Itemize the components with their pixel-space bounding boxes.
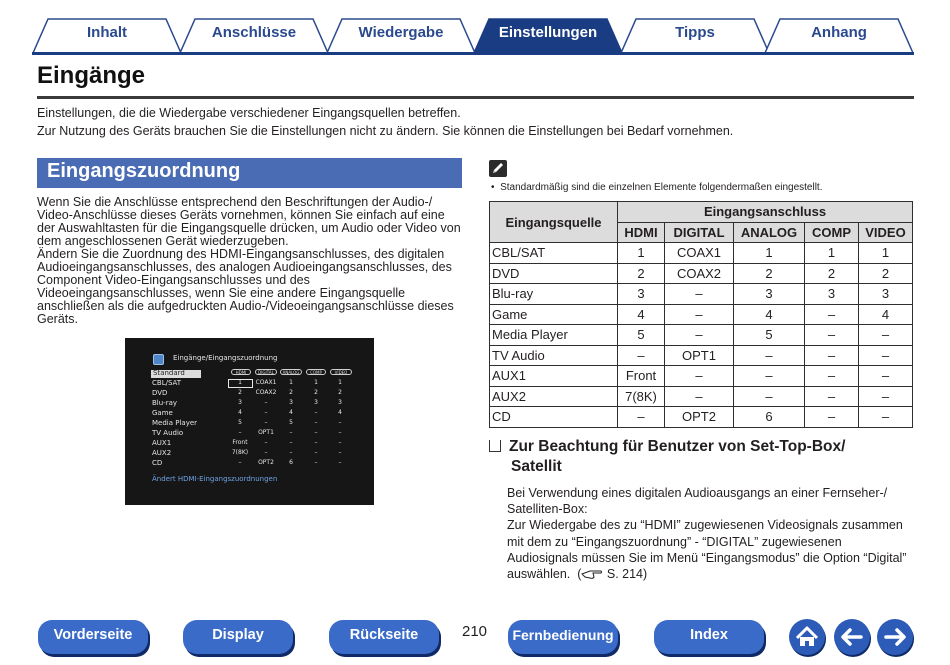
osd-row-label: DVD: [152, 389, 168, 397]
table-cell: 3: [734, 284, 805, 305]
table-cell: –: [665, 386, 734, 407]
table-cell: –: [618, 407, 665, 428]
table-cell-source: AUX1: [490, 366, 618, 387]
table-cell: –: [665, 366, 734, 387]
table-cell-source: DVD: [490, 263, 618, 284]
arrow-left-icon[interactable]: [834, 619, 870, 655]
table-cell: –: [734, 345, 805, 366]
nav-button-display[interactable]: Display: [183, 620, 293, 654]
tab-anschluesse[interactable]: [179, 18, 329, 53]
osd-col-header: ANALOG: [280, 369, 302, 375]
osd-selected-label: Standard: [153, 369, 185, 377]
tab-label: Anschlüsse: [211, 24, 297, 41]
osd-row: [152, 429, 362, 439]
table-cell: 1: [618, 243, 665, 264]
table-row: [490, 407, 913, 428]
table-cell: 2: [805, 263, 859, 284]
table-cell: 4: [734, 304, 805, 325]
checkbox-icon: [489, 440, 501, 452]
osd-col-header: HDMI: [231, 369, 251, 375]
table-cell: 6: [734, 407, 805, 428]
tab-einstellungen[interactable]: [473, 18, 623, 53]
osd-row-value: –: [338, 439, 342, 446]
input-icon: [153, 354, 164, 365]
osd-row-value: –: [314, 439, 318, 446]
osd-row-value: 2: [314, 389, 318, 396]
osd-row-value: 1: [338, 379, 342, 386]
tab-wiedergabe[interactable]: [326, 18, 476, 53]
table-cell: COAX1: [665, 243, 734, 264]
osd-row-value: –: [314, 459, 318, 466]
home-glyph: [789, 619, 825, 655]
table-row: [490, 284, 913, 305]
osd-row-value: –: [338, 429, 342, 436]
tab-tipps[interactable]: [620, 18, 770, 53]
osd-footer: Ändert HDMI-Eingangszuordnungen: [152, 475, 278, 483]
subsection-paragraph-2: [507, 517, 912, 584]
osd-row-value: 1: [238, 379, 242, 386]
page-number: 210: [462, 623, 488, 640]
table-cell: –: [859, 366, 913, 387]
nav-button-index[interactable]: Index: [654, 620, 764, 654]
tab-label: Wiedergabe: [358, 24, 444, 41]
osd-row-value: 6: [289, 459, 293, 466]
table-cell: 2: [734, 263, 805, 284]
osd-row-value: –: [314, 429, 318, 436]
osd-row-label: Blu-ray: [152, 399, 178, 407]
section-paragraph-1: Wenn Sie die Anschlüsse entsprechend den Beschriftungen der Audio-/ Video-Anschlüsse dieses Geräts vornehmen, können Sie einfach auf eine der Auswahltasten für die Eingangsquelle drücken, um Audio oder Video von dem angeschlossenen Gerät wiederzugeben.: [37, 195, 461, 248]
nav-button-rueckseite[interactable]: Rückseite: [329, 620, 439, 654]
table-cell: –: [805, 304, 859, 325]
osd-col-header: COMP: [306, 369, 326, 375]
table-cell: 4: [618, 304, 665, 325]
osd-col-header: VIDEO: [330, 369, 352, 375]
osd-row-label: CD: [152, 459, 163, 467]
table-cell: 3: [618, 284, 665, 305]
tab-inhalt[interactable]: [32, 18, 182, 53]
title-divider: [37, 96, 914, 99]
osd-row-value: 4: [338, 409, 342, 416]
note-content: Standardmäßig sind die einzelnen Elemente folgendermaßen eingestellt.: [500, 182, 823, 193]
subsection-title-text: Zur Beachtung für Benutzer von Set-Top-Box/: [509, 438, 846, 455]
table-cell: 3: [859, 284, 913, 305]
osd-row-value: –: [264, 409, 268, 416]
osd-row: [152, 409, 362, 419]
tab-underline: [32, 52, 914, 55]
osd-row-value: Front: [232, 439, 248, 446]
arrow-right-glyph: [877, 619, 913, 655]
osd-row-value: –: [289, 439, 293, 446]
pencil-icon: [489, 160, 507, 177]
table-cell: 1: [805, 243, 859, 264]
ref-open: (: [577, 567, 582, 582]
osd-col-header: DIGITAL: [255, 369, 277, 375]
table-cell: OPT2: [665, 407, 734, 428]
table-cell: –: [734, 366, 805, 387]
osd-row-value: 5: [238, 419, 242, 426]
page-reference[interactable]: S. 214): [606, 567, 648, 582]
table-cell-source: TV Audio: [490, 345, 618, 366]
arrow-right-icon[interactable]: [877, 619, 913, 655]
osd-row-value: –: [238, 459, 242, 466]
table-row: [490, 386, 913, 407]
table-cell-source: CD: [490, 407, 618, 428]
osd-row-value: –: [314, 419, 318, 426]
osd-row-value: 3: [238, 399, 242, 406]
table-cell: 1: [734, 243, 805, 264]
table-cell: –: [859, 386, 913, 407]
table-cell: –: [805, 325, 859, 346]
osd-row-value: 2: [338, 389, 342, 396]
osd-row-value: 3: [338, 399, 342, 406]
subsection-title-line-1: [489, 437, 845, 457]
home-icon[interactable]: [789, 619, 825, 655]
osd-row-value: 2: [238, 389, 242, 396]
osd-row-label: TV Audio: [152, 429, 184, 437]
osd-row-value: –: [338, 419, 342, 426]
intro-line-2: Zur Nutzung des Geräts brauchen Sie die Einstellungen nicht zu ändern. Sie können die Einstellungen bei Bedarf vornehmen.: [37, 124, 734, 138]
hand-pointer-icon[interactable]: [581, 568, 603, 584]
osd-row-label: Game: [152, 409, 173, 417]
table-cell: 2: [859, 263, 913, 284]
table-cell: –: [665, 284, 734, 305]
osd-row-value: –: [264, 399, 268, 406]
table-row: [490, 325, 913, 346]
osd-row-value: –: [338, 449, 342, 456]
osd-row-value: 3: [314, 399, 318, 406]
table-body: [490, 243, 913, 428]
table-cell: OPT1: [665, 345, 734, 366]
table-cell-source: AUX2: [490, 386, 618, 407]
subsection-title-line-2: Satellit: [511, 458, 562, 475]
table-cell: –: [859, 325, 913, 346]
table-cell-source: Media Player: [490, 325, 618, 346]
osd-row-value: 2: [289, 389, 293, 396]
osd-selected-item: [151, 370, 201, 378]
section-title: Eingangszuordnung: [47, 160, 241, 182]
osd-row-value: 5: [289, 419, 293, 426]
osd-row-label: AUX2: [152, 449, 172, 457]
subsection-body: [507, 485, 912, 584]
table-cell-source: CBL/SAT: [490, 243, 618, 264]
osd-row-label: AUX1: [152, 439, 172, 447]
osd-row-value: –: [238, 429, 242, 436]
table-cell: –: [665, 304, 734, 325]
table-header-col: COMP: [805, 222, 859, 243]
table-cell-source: Game: [490, 304, 618, 325]
intro-line-1: Einstellungen, die die Wiedergabe verschiedener Eingangsquellen betreffen.: [37, 106, 461, 120]
assignment-table: [489, 201, 913, 428]
table-cell-source: Blu-ray: [490, 284, 618, 305]
table-cell: COAX2: [665, 263, 734, 284]
osd-row-label: CBL/SAT: [152, 379, 182, 387]
osd-row: [152, 389, 362, 399]
osd-row-value: 3: [289, 399, 293, 406]
table-cell: 5: [618, 325, 665, 346]
table-row: [490, 243, 913, 264]
table-cell: –: [805, 366, 859, 387]
table-cell: –: [859, 345, 913, 366]
section-body: [37, 196, 465, 326]
tab-label: Anhang: [811, 24, 867, 41]
osd-row-value: COAX2: [255, 389, 277, 396]
subsection-title: [489, 437, 845, 477]
arrow-left-glyph: [834, 619, 870, 655]
osd-row-value: –: [314, 449, 318, 456]
table-cell: 1: [859, 243, 913, 264]
table-cell: –: [859, 407, 913, 428]
osd-row-value: –: [338, 459, 342, 466]
osd-row-value: OPT1: [258, 429, 274, 436]
table-row: [490, 263, 913, 284]
note-text: • Standardmäßig sind die einzelnen Elemente folgendermaßen eingestellt.: [491, 182, 823, 193]
table-cell: –: [618, 345, 665, 366]
osd-row: [152, 379, 362, 389]
subsection-paragraph-1: Bei Verwendung eines digitalen Audioausgangs an einer Fernseher-/ Satelliten-Box:: [507, 486, 888, 517]
osd-title: Eingänge/Eingangszuordnung: [173, 354, 278, 362]
nav-button-vorderseite[interactable]: Vorderseite: [38, 620, 148, 654]
osd-row: [152, 399, 362, 409]
osd-row-value: –: [289, 429, 293, 436]
table-cell: –: [805, 386, 859, 407]
osd-row: [152, 459, 362, 469]
table-header-col: VIDEO: [859, 222, 913, 243]
osd-row-value: COAX1: [255, 379, 277, 386]
tab-label: Inhalt: [87, 24, 127, 41]
osd-row-value: –: [264, 419, 268, 426]
tab-bar: [32, 18, 914, 54]
osd-row-value: –: [314, 409, 318, 416]
tab-label: Tipps: [675, 24, 715, 41]
tab-anhang[interactable]: [764, 18, 914, 53]
subsection-paragraph-2-text: Zur Wiedergabe des zu “HDMI” zugewiesenen Videosignals zusammen mit dem zu “Eingangszuordnung” - “DIGITAL” zugewiesenen Audiosignals müssen Sie im Menü “Eingangsmodus” die Option “Digital” auswählen.: [507, 518, 907, 582]
osd-row-value: –: [264, 449, 268, 456]
table-cell: 7(8K): [618, 386, 665, 407]
table-header-col: DIGITAL: [665, 222, 734, 243]
page-title: Eingänge: [37, 62, 146, 89]
osd-row-value: 1: [289, 379, 293, 386]
table-cell: 3: [805, 284, 859, 305]
section-paragraph-2: Ändern Sie die Zuordnung des HDMI-Eingangsanschlusses, des digitalen Audioeingangsanschlusses, des analogen Audioeingangsanschlusses, des Component Video-Eingangsanschlusses und des Videoeingangsanschlusses, wenn Sie eine andere Eingangsquelle anschließen als die aufgedruckten Audio-/Videoeingangsanschlüsse dieses Geräts.: [37, 247, 454, 326]
section-header: [37, 158, 462, 188]
osd-row-value: OPT2: [258, 459, 274, 466]
osd-row-value: 7(8K): [231, 449, 249, 456]
osd-row: [152, 449, 362, 459]
osd-row-label: Media Player: [152, 419, 198, 427]
menu-screenshot: [125, 338, 374, 505]
table-header-col: ANALOG: [734, 222, 805, 243]
table-cell: 5: [734, 325, 805, 346]
table-cell: –: [805, 345, 859, 366]
table-header-col: HDMI: [618, 222, 665, 243]
pencil-glyph: [489, 160, 507, 177]
osd-row-value: 4: [289, 409, 293, 416]
osd-row: [152, 439, 362, 449]
nav-button-fernbedienung[interactable]: Fernbedienung: [508, 620, 618, 654]
osd-row-value: 4: [238, 409, 242, 416]
table-cell: –: [734, 386, 805, 407]
table-header-group: Eingangsanschluss: [618, 202, 913, 223]
osd-row-value: –: [289, 449, 293, 456]
table-row: [490, 304, 913, 325]
table-header-source: Eingangsquelle: [490, 202, 618, 243]
osd-row: [152, 419, 362, 429]
table-cell: 2: [618, 263, 665, 284]
table-row: [490, 345, 913, 366]
tab-label: Einstellungen: [498, 24, 598, 41]
table-cell: –: [805, 407, 859, 428]
osd-row-value: –: [264, 439, 268, 446]
table-cell: –: [665, 325, 734, 346]
osd-row-value: 1: [314, 379, 318, 386]
table-row: [490, 366, 913, 387]
table-cell: Front: [618, 366, 665, 387]
table-cell: 4: [859, 304, 913, 325]
